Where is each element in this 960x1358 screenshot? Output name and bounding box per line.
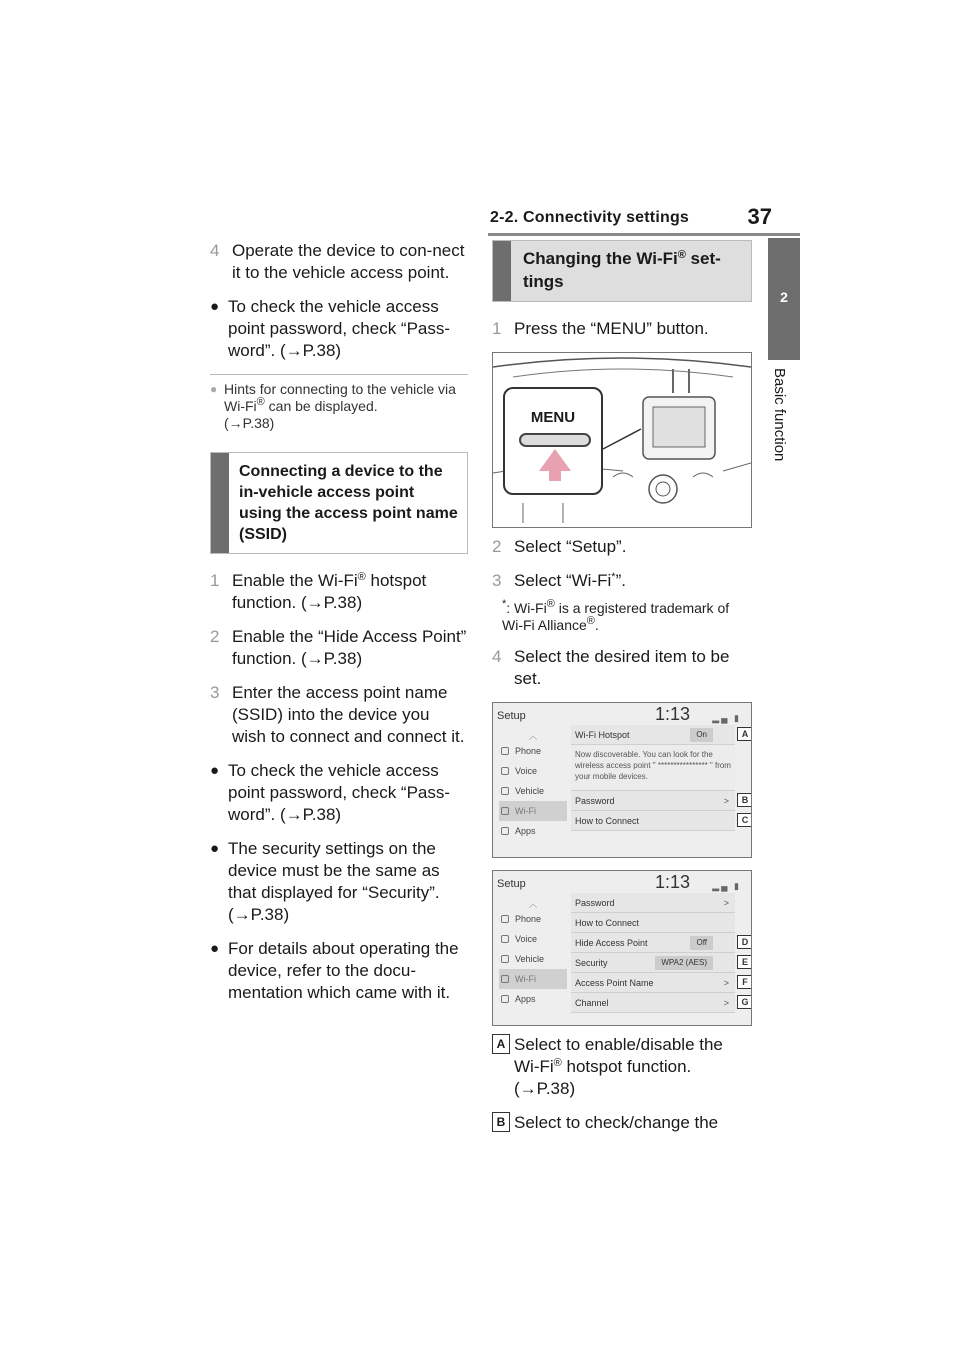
phone-icon: [501, 747, 509, 755]
setup-screen-1: [492, 702, 752, 858]
page-reference-link[interactable]: P.38: [536, 1079, 570, 1098]
callout-tag: B: [492, 1112, 510, 1132]
step-item: 1 Press the “MENU” button.: [492, 319, 709, 338]
chapter-tab[interactable]: [768, 238, 800, 360]
sidebar-item-vehicle[interactable]: Vehicle: [499, 781, 567, 801]
step-item: 2 Enable the “Hide Access Point” function. (→P.38): [210, 627, 467, 668]
section-heading: Changing the Wi-Fi® set-tings: [492, 240, 752, 302]
subsection-heading: Connecting a device to the in-vehicle access point using the access point name (SSID): [210, 452, 468, 554]
callout-label: E: [737, 955, 752, 969]
callout-label: D: [737, 935, 752, 949]
bullet-dot-icon: ●: [210, 298, 220, 315]
setting-row-wifi-hotspot[interactable]: Wi-Fi Hotspot On A: [571, 725, 735, 745]
voice-icon: [501, 767, 509, 775]
page-header: [488, 206, 800, 236]
sidebar-item-voice[interactable]: Voice: [499, 761, 567, 781]
step-item: 3 Select “Wi-Fi*”.: [492, 571, 626, 590]
bullet-dot-icon: ●: [210, 762, 220, 779]
bullet-dot-icon: ●: [210, 840, 220, 857]
sidebar-item-apps[interactable]: Apps: [499, 821, 567, 841]
callout-label: F: [737, 975, 752, 989]
chevron-right-icon: >: [723, 998, 729, 1008]
setting-row-hide-access-point[interactable]: Hide Access Point Off D: [571, 933, 735, 953]
scroll-up-icon[interactable]: ︿: [528, 731, 538, 741]
chevron-right-icon: >: [723, 898, 729, 908]
menu-button[interactable]: [519, 433, 591, 447]
phone-icon: [501, 915, 509, 923]
toggle-value[interactable]: On: [690, 728, 713, 742]
arrow-icon: →: [285, 805, 303, 824]
left-column: [210, 240, 468, 1016]
wifi-icon: [501, 807, 509, 815]
setting-row-how-to-connect[interactable]: How to Connect C: [571, 811, 735, 831]
arrow-icon: →: [306, 649, 324, 668]
setting-row-security[interactable]: Security WPA2 (AES) E: [571, 953, 735, 973]
setting-row-password[interactable]: Password > B: [571, 791, 735, 811]
arrow-icon: →: [519, 1079, 537, 1098]
setup-screen-2: [492, 870, 752, 1026]
apps-icon: [501, 827, 509, 835]
screen-clock: 1:13: [655, 872, 691, 892]
hint-note: ● Hints for connecting to the vehicle via Wi-Fi® can be displayed. (→P.38): [210, 374, 468, 432]
callout-description-a: A Select to enable/disable the Wi-Fi® hotspot function. (→P.38): [492, 1034, 752, 1100]
chapter-number: 2: [780, 289, 788, 305]
arrow-icon: →: [228, 415, 243, 431]
chevron-right-icon: >: [723, 796, 729, 806]
sidebar-item-apps[interactable]: Apps: [499, 989, 567, 1009]
chapter-label: Basic function: [771, 368, 788, 462]
signal-battery-icon: ▂▄ ▮: [712, 881, 741, 891]
setting-row-how-to-connect[interactable]: How to Connect: [571, 913, 735, 933]
press-arrow-stem-icon: [549, 469, 561, 481]
callout-label: C: [737, 813, 752, 827]
page-reference-link[interactable]: P.38: [250, 905, 284, 924]
callout-tag: A: [492, 1034, 510, 1054]
callout-description-b: B Select to check/change the: [492, 1112, 752, 1134]
bullet-item: ● For details about operating the device, refer to the docu-mentation which came with it.: [210, 939, 459, 1002]
setting-row-password[interactable]: Password >: [571, 893, 735, 913]
step-item: 4 Operate the device to con-nect it to the vehicle access point.: [210, 241, 465, 282]
screen-sidebar: [499, 893, 567, 1009]
callout-label: B: [737, 793, 752, 807]
menu-label: MENU: [530, 409, 576, 426]
bullet-item: ● The security settings on the device must be the same as that displayed for “Security”. (→P.38): [210, 839, 440, 924]
setting-row-channel[interactable]: Channel > G: [571, 993, 735, 1013]
menu-button-callout: [503, 387, 603, 495]
scroll-up-icon[interactable]: ︿: [528, 899, 538, 909]
page-reference-link[interactable]: P.38: [323, 593, 357, 612]
sidebar-item-wifi[interactable]: Wi-Fi: [499, 801, 567, 821]
vehicle-icon: [501, 787, 509, 795]
bullet-dot-icon: ●: [210, 940, 220, 957]
vehicle-icon: [501, 955, 509, 963]
chevron-right-icon: >: [723, 978, 729, 988]
page-reference-link[interactable]: P.38: [323, 649, 357, 668]
step-item: 4 Select the desired item to be set.: [492, 647, 730, 688]
screen-settings-list: [571, 893, 749, 1013]
toggle-value[interactable]: Off: [690, 936, 713, 950]
hint-bullet-icon: ●: [210, 382, 218, 396]
screen-sidebar: [499, 725, 567, 841]
sidebar-item-vehicle[interactable]: Vehicle: [499, 949, 567, 969]
right-column: [492, 240, 752, 1146]
press-arrow-icon: [539, 449, 571, 471]
arrow-icon: →: [306, 593, 324, 612]
step-item: 1 Enable the Wi-Fi® hotspot function. (→P.38): [210, 571, 427, 612]
page-number: 37: [747, 204, 772, 229]
arrow-icon: →: [285, 341, 303, 360]
page-reference-link[interactable]: P.38: [242, 415, 270, 431]
sidebar-item-phone[interactable]: Phone: [499, 741, 567, 761]
signal-battery-icon: ▂▄ ▮: [712, 713, 741, 723]
section-title: 2-2. Connectivity settings: [490, 209, 690, 226]
wifi-icon: [501, 975, 509, 983]
screen-title: Setup: [497, 878, 526, 890]
screen-settings-list: [571, 725, 749, 831]
page-reference-link[interactable]: P.38: [302, 805, 336, 824]
screen-clock: 1:13: [655, 704, 691, 724]
step-item: 2 Select “Setup”.: [492, 537, 627, 556]
page-reference-link[interactable]: P.38: [302, 341, 336, 360]
screen-title: Setup: [497, 710, 526, 722]
bullet-item: ● To check the vehicle access point password, check “Pass-word”. (→P.38): [210, 761, 451, 824]
sidebar-item-voice[interactable]: Voice: [499, 929, 567, 949]
security-value: WPA2 (AES): [655, 956, 713, 970]
footnote: *: Wi-Fi® is a registered trademark of Wi-Fi Alliance®.: [502, 598, 730, 633]
apps-icon: [501, 995, 509, 1003]
callout-label: A: [737, 727, 752, 741]
sidebar-item-wifi[interactable]: Wi-Fi: [499, 969, 567, 989]
voice-icon: [501, 935, 509, 943]
bullet-item: ● To check the vehicle access point password, check “Pass-word”. (→P.38): [210, 297, 451, 360]
step-item: 3 Enter the access point name (SSID) into the device you wish to connect and connect it.: [210, 683, 465, 746]
setting-row-access-point-name[interactable]: Access Point Name > F: [571, 973, 735, 993]
arrow-icon: →: [233, 905, 251, 924]
dashboard-illustration: [492, 352, 752, 528]
callout-label: G: [737, 995, 752, 1009]
setting-description: Now discoverable. You can look for the wireless access point " **************** " from your mobile devices.: [571, 745, 735, 791]
sidebar-item-phone[interactable]: Phone: [499, 909, 567, 929]
